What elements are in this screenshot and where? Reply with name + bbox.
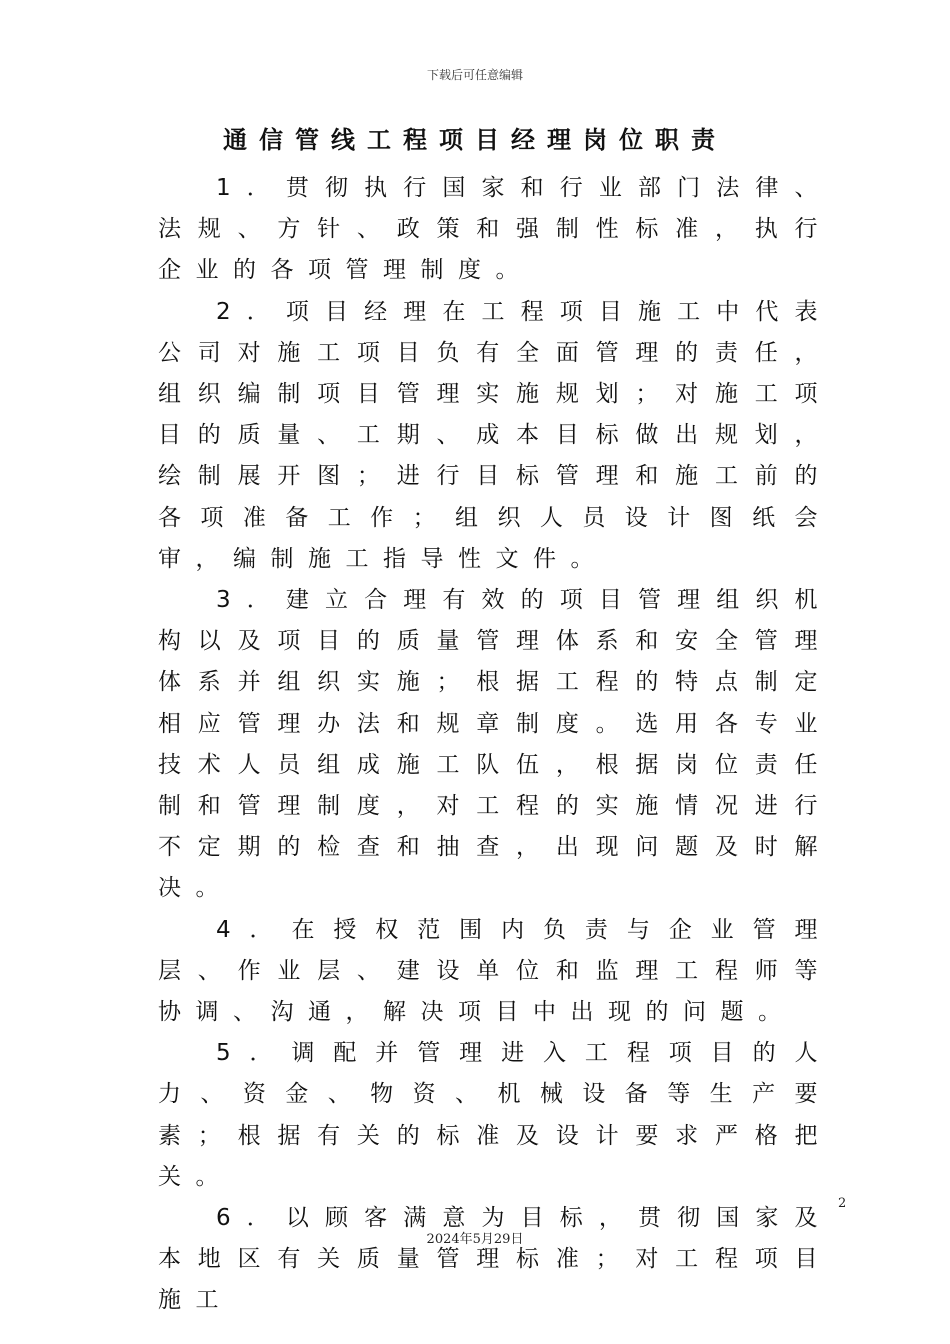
document-body [158, 168, 832, 1322]
paragraph-4: 4．在授权范围内负责与企业管理层、作业层、建设单位和监理工程师等协调、沟通，解决项目中出现的问题。 [158, 916, 832, 1026]
paragraph-3: 3．建立合理有效的项目管理组织机构以及项目的质量管理体系和安全管理体系并组织实施；根据工程的特点制定相应管理办法和规章制度。选用各专业技术人员组成施工队伍，根据岗位责任制和管理制度，对工程的实施情况进行不定期的检查和抽查，出现问题及时解决。 [158, 587, 832, 902]
paragraph-2: 2．项目经理在工程项目施工中代表公司对施工项目负有全面管理的责任，组织编制项目管理实施规划；对施工项目的质量、工期、成本目标做出规划，绘制展开图；进行目标管理和施工前的各项准备工作；组织人员设计图纸会审，编制施工指导性文件。 [158, 298, 832, 572]
document-title: 通信管线工程项目经理岗位职责 [223, 126, 727, 154]
header-note: 下载后可任意编辑 [426, 68, 523, 82]
page-number: 2 [838, 1196, 847, 1211]
paragraph-6: 6．以顾客满意为目标，贯彻国家及本地区有关质量管理标准；对工程项目施工 [158, 1205, 832, 1314]
paragraph-5: 5．调配并管理进入工程项目的人力、资金、物资、机械设备等生产要素；根据有关的标准及设计要求严格把关。 [158, 1040, 832, 1190]
paragraph-1: 1．贯彻执行国家和行业部门法律、法规、方针、政策和强制性标准，执行企业的各项管理制度。 [158, 175, 832, 284]
footer-date: 2024年5月29日 [426, 1232, 524, 1247]
